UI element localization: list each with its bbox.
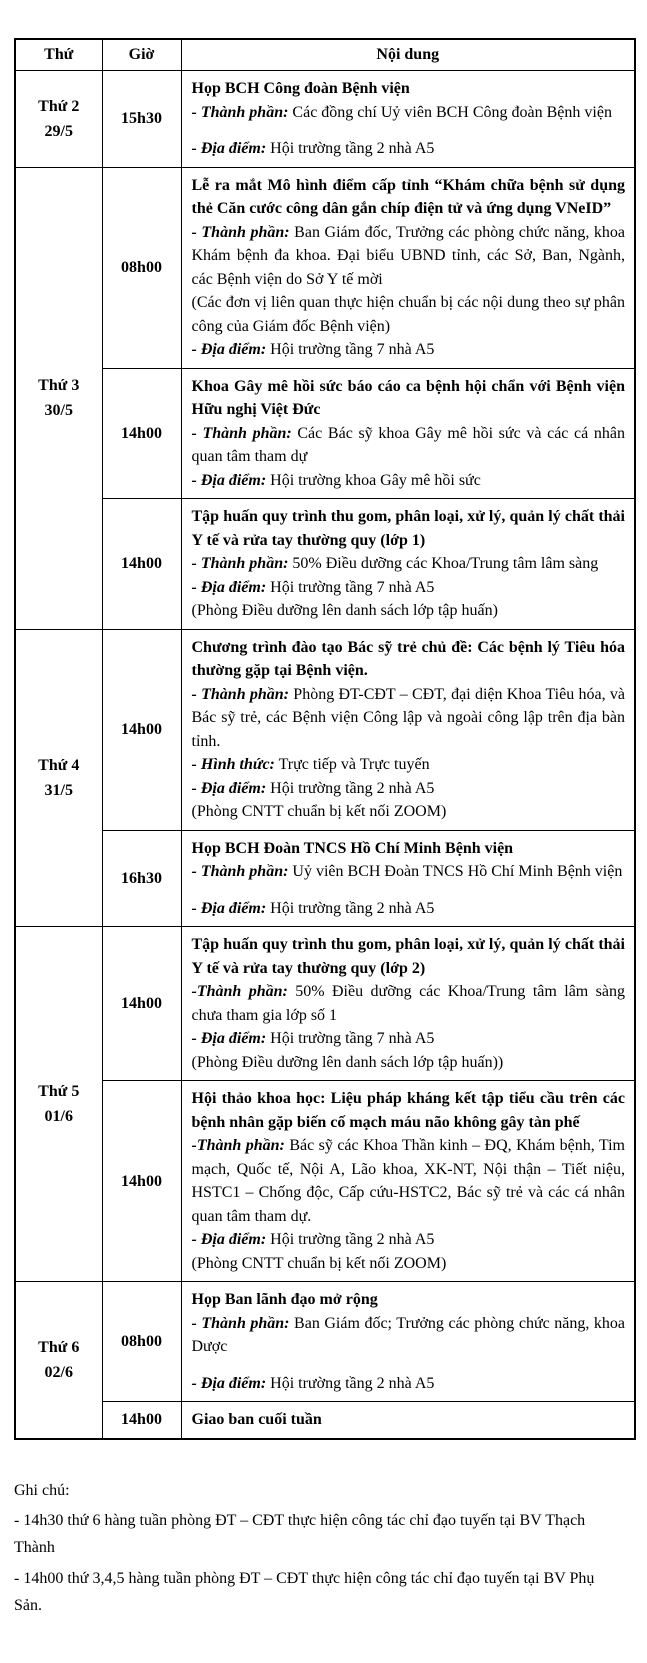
time-cell: 08h00 (102, 167, 181, 368)
schedule-row (15, 1081, 635, 1282)
schedule-row (15, 368, 635, 499)
day-cell (15, 167, 102, 629)
schedule-row (15, 1282, 635, 1402)
detail-label: - Địa điểm: (191, 899, 267, 917)
event-title: Họp BCH Công đoàn Bệnh viện (191, 80, 410, 97)
content-cell (181, 71, 635, 168)
detail-label: - Địa điểm: (191, 1374, 267, 1392)
schedule-table-header (15, 39, 635, 71)
event-detail: - Thành phần: Ban Giám đốc, Trưởng các phòng chức năng, khoa Khám bệnh đa khoa. Đại biểu UBND tỉnh, các Sở, Ban, Ngành, các Bệnh viện do Sở Y tế mời (191, 223, 626, 288)
header-time: Giờ (102, 39, 181, 71)
day-cell (15, 629, 102, 927)
time-cell: 14h00 (102, 1081, 181, 1282)
content-cell (181, 830, 635, 927)
day-cell (15, 927, 102, 1282)
detail-label: - Thành phần: (191, 555, 289, 572)
detail-label: - Thành phần: (191, 863, 289, 880)
time-cell: 14h00 (102, 927, 181, 1081)
detail-label: - Địa điểm: (191, 1030, 267, 1047)
schedule-row (15, 830, 635, 927)
event-detail: - Thành phần: 50% Điều dưỡng các Khoa/Trung tâm lâm sàng (191, 555, 599, 572)
schedule-row (15, 167, 635, 368)
detail-label: - Địa điểm: (191, 1231, 267, 1248)
event-detail: - Địa điểm: Hội trường tầng 2 nhà A5 (191, 779, 435, 797)
event-detail: - Hình thức: Trực tiếp và Trực tuyến (191, 756, 430, 773)
detail-label: - Địa điểm: (191, 578, 267, 596)
header-content: Nội dung (181, 39, 635, 71)
event-title: Hội thảo khoa học: Liệu pháp kháng kết tập tiểu cầu trên các bệnh nhân gặp biến cố mạch máu não không gây tàn phế (191, 1090, 625, 1131)
day-date: 30/5 (44, 402, 73, 419)
time-cell: 14h00 (102, 368, 181, 499)
day-date: 02/6 (44, 1363, 73, 1381)
day-label: Thứ 3 (38, 377, 80, 394)
detail-label: - Thành phần: (191, 103, 289, 121)
event-note: (Phòng CNTT chuẩn bị kết nối ZOOM) (191, 1254, 447, 1272)
time-cell: 08h00 (102, 1282, 181, 1402)
schedule-row (15, 71, 635, 168)
event-detail: - Địa điểm: Hội trường tầng 7 nhà A5 (191, 341, 435, 358)
content-cell (181, 629, 635, 830)
event-detail: - Thành phần: Phòng ĐT-CĐT – CĐT, đại diện Khoa Tiêu hóa, và Bác sỹ trẻ, các Bệnh viện Công lập và ngoài công lập trên địa bàn tỉnh. (191, 685, 626, 750)
day-date: 01/6 (44, 1108, 73, 1125)
event-note: (Các đơn vị liên quan thực hiện chuẩn bị các nội dung theo sự phân công của Giám đốc Bệnh viện) (191, 294, 625, 335)
day-cell (15, 1282, 102, 1439)
detail-label: - Thành phần: (191, 685, 290, 703)
time-cell: 16h30 (102, 830, 181, 927)
event-title: Tập huấn quy trình thu gom, phân loại, xử lý, quản lý chất thải Y tế và rửa tay thường quy (lớp 1) (191, 508, 625, 549)
detail-label: - Địa điểm: (191, 779, 267, 797)
event-title: Giao ban cuối tuần (191, 1411, 322, 1428)
detail-label: - Thành phần: (191, 424, 292, 442)
notes-section (14, 1477, 622, 1619)
event-detail: - Địa điểm: Hội trường tầng 7 nhà A5 (191, 578, 435, 596)
event-title: Tập huấn quy trình thu gom, phân loại, xử lý, quản lý chất thải Y tế và rửa tay thường quy (lớp 2) (191, 936, 625, 977)
event-title: Chương trình đào tạo Bác sỹ trẻ chủ đề: Các bệnh lý Tiêu hóa thường gặp tại Bệnh viện. (191, 638, 625, 679)
event-detail: - Địa điểm: Hội trường khoa Gây mê hồi sức (191, 471, 481, 489)
event-title: Họp Ban lãnh đạo mở rộng (191, 1291, 378, 1308)
event-note: (Phòng Điều dưỡng lên danh sách lớp tập huấn)) (191, 1053, 504, 1071)
schedule-table-body (15, 71, 635, 1439)
event-title: Lễ ra mắt Mô hình điểm cấp tỉnh “Khám chữa bệnh sử dụng thẻ Căn cước công dân gắn chíp điện tử và ứng dụng VNeID” (191, 176, 625, 217)
notes-title: Ghi chú: (14, 1481, 70, 1499)
event-detail: - Địa điểm: Hội trường tầng 2 nhà A5 (191, 1374, 435, 1392)
time-cell: 15h30 (102, 71, 181, 168)
day-label: Thứ 5 (38, 1083, 80, 1100)
note-item: - 14h00 thứ 3,4,5 hàng tuần phòng ĐT – CĐT thực hiện công tác chỉ đạo tuyến tại BV Phụ Sản. (14, 1569, 595, 1614)
event-detail: - Địa điểm: Hội trường tầng 2 nhà A5 (191, 899, 435, 917)
schedule-row (15, 629, 635, 830)
content-cell (181, 499, 635, 630)
event-note: (Phòng Điều dưỡng lên danh sách lớp tập huấn) (191, 602, 498, 619)
detail-label: - Địa điểm: (191, 471, 267, 489)
schedule-row (15, 1402, 635, 1439)
content-cell (181, 1402, 635, 1439)
day-date: 29/5 (44, 122, 73, 140)
day-label: Thứ 2 (38, 97, 80, 115)
header-day: Thứ (15, 39, 102, 71)
event-detail: - Địa điểm: Hội trường tầng 2 nhà A5 (191, 140, 435, 157)
content-cell (181, 927, 635, 1081)
event-title: Khoa Gây mê hồi sức báo cáo ca bệnh hội chẩn với Bệnh viện Hữu nghị Việt Đức (191, 377, 625, 418)
content-cell (181, 1081, 635, 1282)
detail-label: - Địa điểm: (191, 140, 267, 157)
detail-label: - Hình thức: (191, 756, 275, 773)
event-title: Họp BCH Đoàn TNCS Hồ Chí Minh Bệnh viện (191, 839, 514, 857)
note-item: - 14h30 thứ 6 hàng tuần phòng ĐT – CĐT thực hiện công tác chỉ đạo tuyến tại BV Thạch Thành (14, 1511, 586, 1556)
content-cell (181, 167, 635, 368)
event-detail: - Thành phần: Ban Giám đốc; Trưởng các phòng chức năng, khoa Dược (191, 1314, 626, 1355)
day-date: 31/5 (44, 781, 73, 799)
content-cell (181, 368, 635, 499)
detail-label: - Thành phần: (191, 1314, 290, 1332)
day-label: Thứ 4 (38, 756, 80, 774)
time-cell: 14h00 (102, 1402, 181, 1439)
content-cell (181, 1282, 635, 1402)
event-detail: - Thành phần: Uỷ viên BCH Đoàn TNCS Hồ Chí Minh Bệnh viện (191, 863, 623, 880)
event-detail: - Thành phần: Các Bác sỹ khoa Gây mê hồi sức và các cá nhân quan tâm tham dự (191, 424, 626, 465)
event-detail: - Địa điểm: Hội trường tầng 2 nhà A5 (191, 1231, 435, 1248)
event-detail: - Thành phần: Các đồng chí Uỷ viên BCH Công đoàn Bệnh viện (191, 103, 612, 121)
time-cell: 14h00 (102, 499, 181, 630)
event-detail: - Địa điểm: Hội trường tầng 7 nhà A5 (191, 1030, 435, 1047)
day-label: Thứ 6 (38, 1338, 80, 1356)
event-detail: -Thành phần: Bác sỹ các Khoa Thần kinh – ĐQ, Khám bệnh, Tim mạch, Quốc tế, Nội A, Lão khoa, XK-NT, Nội thận – Tiết niệu, HSTC1 – Chống độc, Cấp cứu-HSTC2, Bác sỹ trẻ và các cá nhân quan tâm tham dự. (191, 1137, 626, 1225)
schedule-row (15, 499, 635, 630)
detail-label: -Thành phần: (191, 983, 288, 1000)
event-note: (Phòng CNTT chuẩn bị kết nối ZOOM) (191, 803, 447, 820)
time-cell: 14h00 (102, 629, 181, 830)
day-cell (15, 71, 102, 168)
header-row (15, 39, 635, 71)
weekly-schedule-table (14, 38, 636, 1440)
schedule-row (15, 927, 635, 1081)
detail-label: -Thành phần: (191, 1137, 285, 1154)
detail-label: - Địa điểm: (191, 341, 267, 358)
event-detail: -Thành phần: 50% Điều dưỡng các Khoa/Trung tâm lâm sàng chưa tham gia lớp số 1 (191, 983, 625, 1024)
detail-label: - Thành phần: (191, 223, 290, 241)
